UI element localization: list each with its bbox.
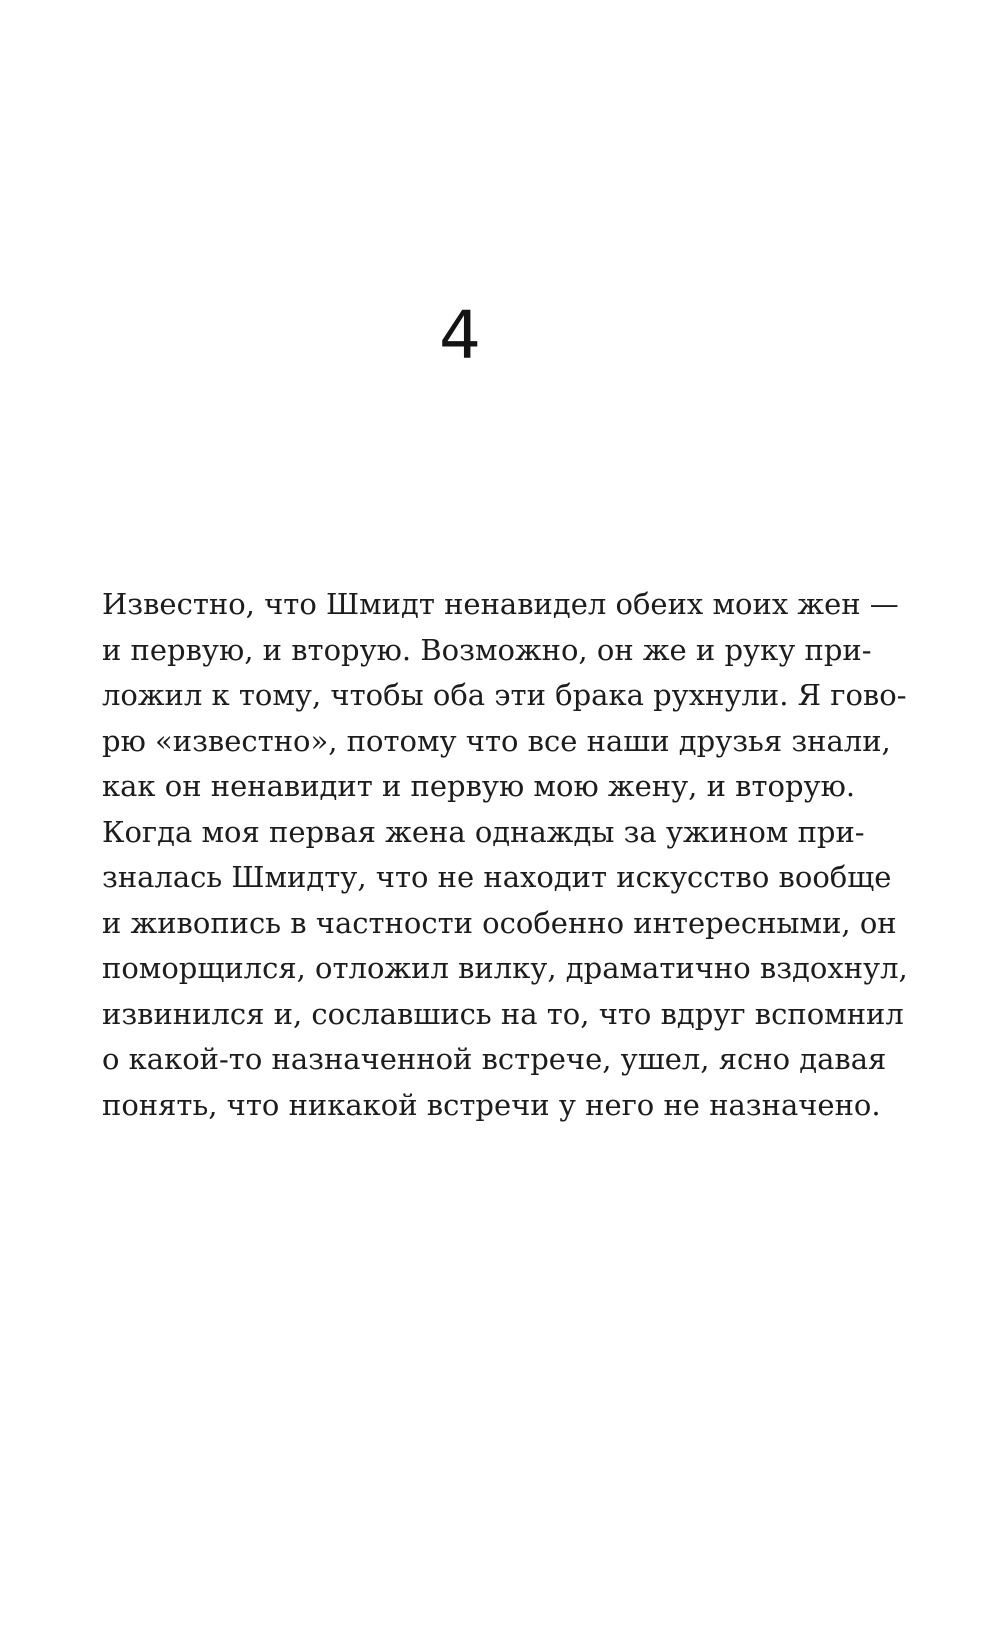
text-line: о какой-то назначенной встрече, ушел, ясно давая <box>102 1042 887 1076</box>
paragraph <box>102 582 908 1128</box>
text-line: Известно, что Шмидт ненавидел обеих моих жен — <box>102 587 899 621</box>
text-line: поморщился, отложил вилку, драматично вздохнул, <box>102 951 908 985</box>
text-line: и первую, и вторую. Возможно, он же и руку при- <box>102 632 872 667</box>
text-line: и живопись в частности особенно интересными, он <box>102 905 897 940</box>
text-line: извинился и, сославшись на то, что вдруг вспомнил <box>102 996 904 1031</box>
text-line: Когда моя первая жена однажды за ужином при- <box>102 814 865 849</box>
text-line: рю «известно», потому что все наши друзья знали, <box>102 723 891 758</box>
text-line: зналась Шмидту, что не находит искусство вообще <box>102 860 892 894</box>
text-line: как он ненавидит и первую мою жену, и вторую. <box>102 769 856 803</box>
chapter-number: 4 <box>439 297 481 374</box>
text-line: понять, что никакой встречи у него не назначено. <box>102 1087 881 1122</box>
text-line: ложил к тому, чтобы оба эти брака рухнули. Я гово- <box>102 678 907 712</box>
